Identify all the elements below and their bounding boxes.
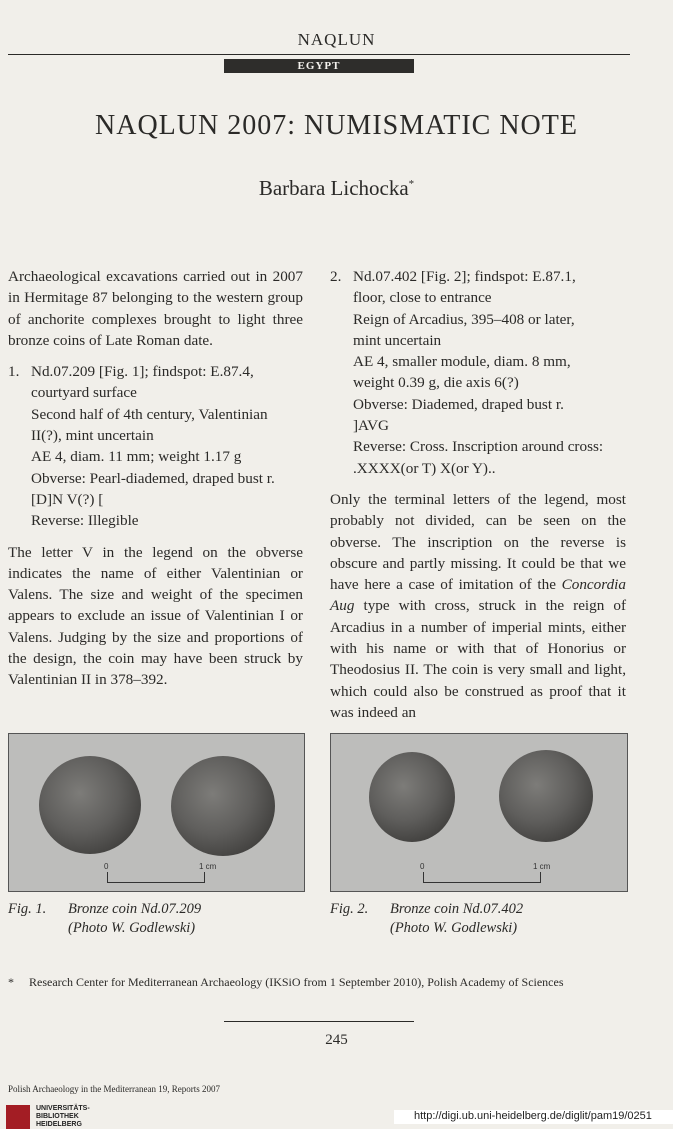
footer-rule xyxy=(224,1021,414,1022)
coin-obverse xyxy=(39,756,141,854)
library-logo xyxy=(6,1105,90,1129)
author-footnote-mark: * xyxy=(408,178,415,190)
para-text: type with cross, struck in the reign of Arcadius in a number of imperial mints, either with his name or with that of Honorius or Theodosius II. The coin is very small and light, which could also be construed as proof that it was indeed an xyxy=(330,597,626,721)
running-header: NAQLUN xyxy=(297,30,376,49)
photo-credit: (Photo W. Godlewski) xyxy=(68,920,196,936)
scale-start: 0 xyxy=(104,862,109,871)
scale-end: 1 cm xyxy=(199,862,217,871)
footnote xyxy=(8,975,630,990)
author-text: Barbara Lichocka xyxy=(258,176,409,200)
caption-text: Bronze coin Nd.07.209 xyxy=(68,901,202,917)
scale-start: 0 xyxy=(420,862,425,871)
coin-reverse xyxy=(499,750,593,842)
footnote-text: Research Center for Mediterranean Archaeology (IKSiO from 1 September 2010), Polish Academy of Sciences xyxy=(29,975,564,989)
item-line: Nd.07.402 [Fig. 2]; findspot: E.87.1, xyxy=(353,268,576,285)
item-line: floor, close to entrance xyxy=(353,289,492,307)
scale-bar xyxy=(423,872,541,883)
coin-obverse xyxy=(369,752,455,842)
page-number: 245 xyxy=(325,1032,348,1048)
intro-paragraph: Archaeological excavations carried out in 2007 in Hermitage 87 belonging to the western group of anchorite complexes brought to light three bronze coins of Late Roman date. xyxy=(8,268,303,349)
library-name-line: UNIVERSITÄTS- xyxy=(36,1105,90,1112)
discussion-paragraph-1: The letter V in the legend on the obverse indicates the name of either Valentinian or Valens. The size and weight of the specimen appears to exclude an issue of Valentinian I or Valens. Judging by the size and proportions of the design, the coin may have been struck by Valentinian II in 378–392. xyxy=(8,543,303,689)
figure-2-caption xyxy=(330,900,626,938)
item-line: Obverse: Diademed, draped bust r. xyxy=(353,395,564,413)
figure-1-photo xyxy=(8,733,305,892)
source-url[interactable]: http://digi.ub.uni-heidelberg.de/diglit/pam19/0251 xyxy=(414,1110,652,1122)
caption-text: Bronze coin Nd.07.402 xyxy=(390,901,524,917)
section-band: EGYPT xyxy=(224,59,414,73)
item-line: Reverse: Cross. Inscription around cross: xyxy=(353,438,604,456)
header-rule xyxy=(8,54,630,55)
scale-bar xyxy=(107,872,205,883)
figure-label: Fig. 2. xyxy=(330,901,369,917)
author-name xyxy=(0,176,673,201)
item-number: 1. xyxy=(8,363,20,381)
para-text: Only the terminal letters of the legend, most probably not divided, can be seen on the obverse. The inscription on the reverse is obscure and partly missing. It could be that we have here a case of imitation of the xyxy=(330,490,626,594)
library-name-line: HEIDELBERG xyxy=(36,1121,82,1128)
photo-credit: (Photo W. Godlewski) xyxy=(390,920,518,936)
library-emblem-icon xyxy=(6,1105,30,1129)
item-line: weight 0.39 g, die axis 6(?) xyxy=(353,374,519,392)
figure-2-photo xyxy=(330,733,628,892)
discussion-paragraph-2 xyxy=(330,489,626,723)
item-line: Reverse: Illegible xyxy=(31,512,139,530)
footnote-mark: * xyxy=(8,975,14,989)
right-column xyxy=(330,266,626,723)
coin-reverse xyxy=(171,756,275,856)
item-line: AE 4, diam. 11 mm; weight 1.17 g xyxy=(31,448,242,466)
item-line: ]AVG xyxy=(353,417,390,435)
figure-label: Fig. 1. xyxy=(8,901,47,917)
scale-end: 1 cm xyxy=(533,862,551,871)
item-line: Nd.07.209 [Fig. 1]; findspot: E.87.4, xyxy=(31,363,254,381)
catalogue-item-1 xyxy=(8,361,303,531)
item-line: AE 4, smaller module, diam. 8 mm, xyxy=(353,353,571,371)
item-line: Obverse: Pearl-diademed, draped bust r. xyxy=(31,469,275,487)
para-emphasis: Concordia Aug xyxy=(330,576,626,615)
journal-citation: Polish Archaeology in the Mediterranean 19, Reports 2007 xyxy=(8,1084,220,1094)
item-line: mint uncertain xyxy=(353,331,442,349)
item-line: Reign of Arcadius, 395–408 or later, xyxy=(353,310,575,328)
item-line: .XXXX(or T) X(or Y).. xyxy=(353,459,496,477)
item-line: II(?), mint uncertain xyxy=(31,427,154,445)
item-line: [D]N V(?) [ xyxy=(31,490,104,508)
figure-1-caption xyxy=(8,900,303,938)
catalogue-item-2 xyxy=(330,266,626,479)
item-line: courtyard surface xyxy=(31,384,137,402)
item-number: 2. xyxy=(330,268,342,285)
library-name-line: BIBLIOTHEK xyxy=(36,1113,79,1120)
left-column xyxy=(8,266,303,691)
item-line: Second half of 4th century, Valentinian xyxy=(31,405,268,423)
article-title: NAQLUN 2007: NUMISMATIC NOTE xyxy=(95,110,578,141)
